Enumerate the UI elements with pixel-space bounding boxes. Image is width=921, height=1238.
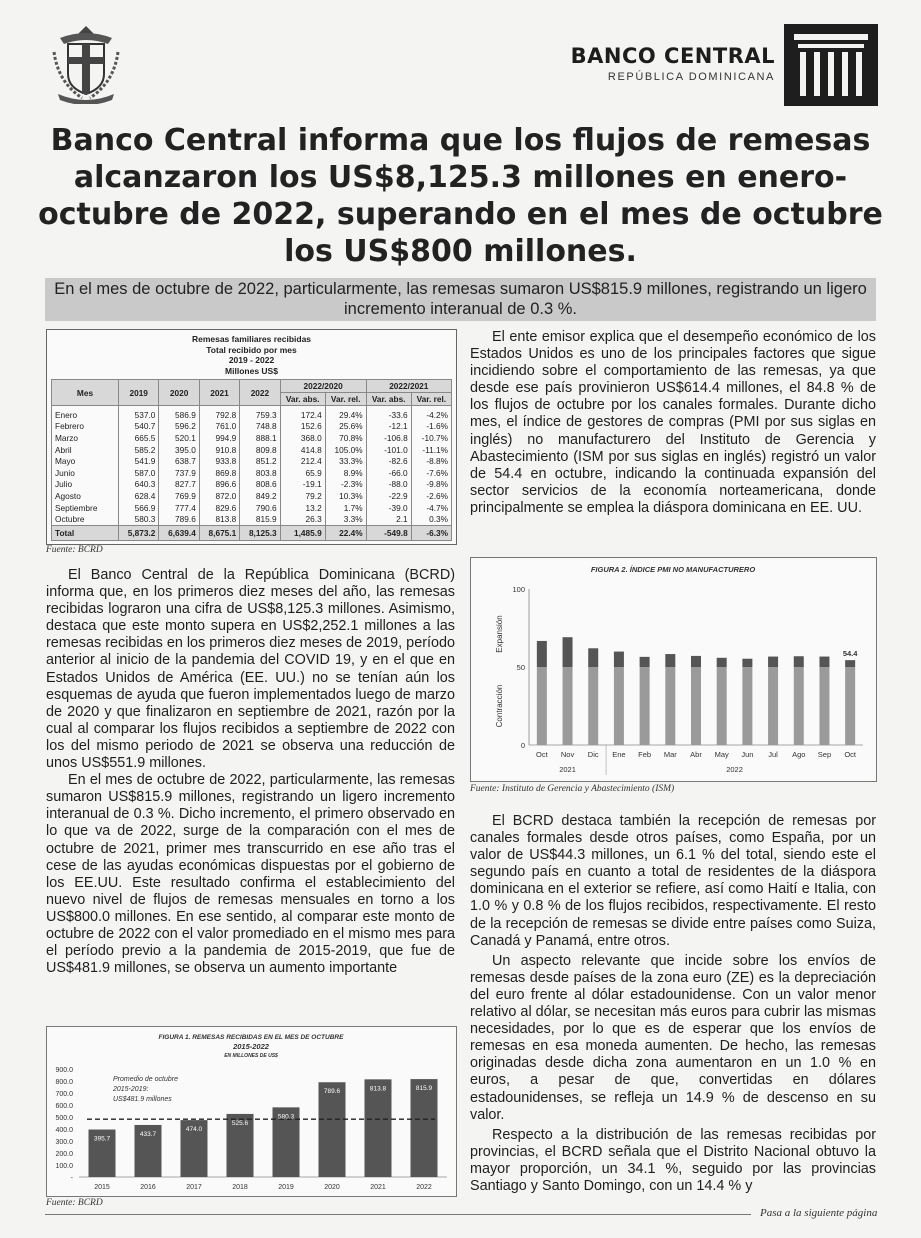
col-header-year: 2022 (240, 380, 280, 406)
remittance-table (51, 379, 452, 541)
bar-above-threshold (717, 658, 727, 667)
table-cell: -12.1 (366, 421, 411, 433)
x-tick-label: 2017 (186, 1184, 202, 1191)
table-cell: 777.4 (159, 502, 199, 514)
table-cell: 829.6 (199, 502, 239, 514)
x-tick-label: Jun (741, 750, 754, 759)
table-cell: 368.0 (280, 432, 325, 444)
table-title (47, 330, 456, 376)
x-tick-label: Abr (690, 750, 702, 759)
table-row (52, 444, 452, 456)
table-cell: 152.6 (280, 421, 325, 433)
average-label: 2015-2019: (113, 1086, 149, 1093)
table-cell: 769.9 (159, 490, 199, 502)
table-cell: 586.9 (159, 406, 199, 421)
y-tick-label: 900.0 (55, 1067, 73, 1074)
group-label: 2022 (726, 765, 743, 774)
bar-above-threshold (588, 648, 598, 667)
x-tick-label: Feb (638, 750, 652, 759)
table-cell: 105.0% (325, 444, 366, 456)
table-cell: 827.7 (159, 479, 199, 491)
table-title-line: Total recibido por mes (206, 344, 297, 355)
y-tick-label: 800.0 (55, 1079, 73, 1086)
table-cell: 585.2 (119, 444, 159, 456)
table-cell: 813.8 (199, 513, 239, 525)
paragraph: El Banco Central de la República Dominicana (BCRD) informa que, en los primeros diez meses del año, las remesas recibidas lograron una cifra de US$8,125.3 millones. Asimismo, destaca que este monto supera en US$2,252.1 millones a las remesas recibidas en los primeros diez meses de 2019, período anterior al inicio de la pandemia del COVID 19, y en el que en Estados Unidos de América (EE. UU.) no se tenían aún los esquemas de ayuda que fueron implementados luego de marzo de 2020 y que finalizaron en septiembre de 2021, razón por la cual al comparar los flujos recibidos a septiembre de 2022 con los del mismo periodo de 2021 se observa una reducción de unos US$551.9 millones. (46, 567, 455, 772)
bar-above-threshold (845, 660, 855, 667)
brand-name (560, 44, 775, 83)
x-tick-label: 2021 (370, 1184, 386, 1191)
table-cell: 896.6 (199, 479, 239, 491)
headline: Banco Central informa que los flujos de remesas alcanzaron los US$8,125.3 millones en enero-octubre de 2022, superando en el mes de octubre los US$800 millones. (38, 123, 883, 269)
table-cell: 638.7 (159, 455, 199, 467)
total-label: Total (52, 525, 119, 540)
y-tick-label: 50 (516, 663, 525, 672)
bar-above-threshold (640, 657, 650, 667)
table-row (52, 467, 452, 479)
y-tick-label: 500.0 (55, 1115, 73, 1122)
bar-below-threshold (588, 667, 598, 745)
paragraph: El ente emisor explica que el desempeño económico de los Estados Unidos es uno de los principales factores que sigue incidiendo sobre el comportamiento de las remesas, ya que desde ese país provinieron US$614.4 millones, el 84.8 % de los flujos de octubre por los canales formales. Durante dicho mes, el índice de gestores de compras (PMI por sus siglas en inglés) no manufacturero del Instituto de Gerencia y Abastecimiento (ISM por sus siglas en inglés) registró un valor de 54.4 en octubre, indicando la continuada expansión del sector servicios de la economía norteamericana, donde principalmente se emplea la diáspora dominicana en EE. UU. (470, 329, 876, 516)
bar (411, 1079, 438, 1177)
zone-label-contraction: Contracción (495, 684, 504, 728)
table-cell-month: Julio (52, 479, 119, 491)
table-cell: -33.6 (366, 406, 411, 421)
bar (319, 1082, 346, 1177)
total-cell: 6,639.4 (159, 525, 199, 540)
bar-below-threshold (640, 667, 650, 745)
y-tick-label: 100.0 (55, 1163, 73, 1170)
data-label: 815.9 (415, 1085, 433, 1093)
table-cell: 759.3 (240, 406, 280, 421)
table-cell: 851.2 (240, 455, 280, 467)
col-subheader: Var. rel. (325, 393, 366, 406)
bar-above-threshold (665, 654, 675, 667)
bar-below-threshold (768, 667, 778, 745)
table-cell: 748.8 (240, 421, 280, 433)
table-cell-month: Agosto (52, 490, 119, 502)
table-cell: 665.5 (119, 432, 159, 444)
right-column-text-top (470, 329, 876, 517)
bar-below-threshold (537, 667, 547, 745)
table-cell: 13.2 (280, 502, 325, 514)
table-cell: 566.9 (119, 502, 159, 514)
figure-1-chart (47, 1027, 456, 1196)
figure-2-source: Fuente: Instituto de Gerencia y Abastecimiento (ISM) (470, 784, 675, 794)
table-cell: 933.8 (199, 455, 239, 467)
average-label: US$481.9 millones (113, 1096, 172, 1103)
bar-above-threshold (768, 657, 778, 667)
table-cell: 789.6 (159, 513, 199, 525)
table-cell: 849.2 (240, 490, 280, 502)
table-cell-month: Mayo (52, 455, 119, 467)
x-tick-label: Jul (768, 750, 778, 759)
coat-of-arms-logo (46, 22, 126, 104)
table-cell: -10.7% (411, 432, 451, 444)
table-cell: 792.8 (199, 406, 239, 421)
table-cell: 8.9% (325, 467, 366, 479)
table-row (52, 490, 452, 502)
table-cell-month: Octubre (52, 513, 119, 525)
table-cell: 520.1 (159, 432, 199, 444)
table-cell: 869.8 (199, 467, 239, 479)
x-tick-label: May (714, 750, 729, 759)
total-cell: -6.3% (411, 525, 451, 540)
bar-above-threshold (537, 641, 547, 667)
table-cell: -82.6 (366, 455, 411, 467)
col-header-year: 2020 (159, 380, 199, 406)
table-cell: 994.9 (199, 432, 239, 444)
group-label: 2021 (559, 765, 576, 774)
x-tick-label: 2018 (232, 1184, 248, 1191)
subheadline: En el mes de octubre de 2022, particularmente, las remesas sumaron US$815.9 millones, registrando un ligero incremento interanual de 0.3 %. (45, 278, 876, 321)
table-cell: 872.0 (199, 490, 239, 502)
table-row (52, 479, 452, 491)
total-cell: -549.8 (366, 525, 411, 540)
table-cell: -22.9 (366, 490, 411, 502)
left-column-text (46, 567, 455, 977)
bar-below-threshold (665, 667, 675, 745)
table-cell: -2.3% (325, 479, 366, 491)
table-cell-month: Junio (52, 467, 119, 479)
col-subheader: Var. rel. (411, 393, 451, 406)
col-header-year: 2021 (199, 380, 239, 406)
col-subheader: Var. abs. (280, 393, 325, 406)
x-tick-label: Oct (844, 750, 856, 759)
table-cell: -4.2% (411, 406, 451, 421)
x-tick-label: Dic (587, 750, 599, 759)
table-cell: -66.0 (366, 467, 411, 479)
paragraph: Respecto a la distribución de las remesas recibidas por provincias, el BCRD señala que el Distrito Nacional obtuvo la mayor proporción, un 34.1 %, seguido por las provincias Santiago y Santo Domingo, con un 14.4 % y (470, 1126, 876, 1194)
bar-below-threshold (614, 667, 624, 745)
data-label: 433.7 (139, 1130, 157, 1138)
col-subheader: Var. abs. (366, 393, 411, 406)
table-cell: -1.6% (411, 421, 451, 433)
table-cell: -19.1 (280, 479, 325, 491)
table-cell: -2.6% (411, 490, 451, 502)
table-row (52, 513, 452, 525)
table-cell: 29.4% (325, 406, 366, 421)
table-cell: 70.8% (325, 432, 366, 444)
x-tick-label: 2020 (324, 1184, 340, 1191)
x-tick-label: Nov (560, 750, 575, 759)
table-cell-month: Abril (52, 444, 119, 456)
table-cell: 541.9 (119, 455, 159, 467)
bar-below-threshold (845, 667, 855, 745)
table-cell: 26.3 (280, 513, 325, 525)
total-cell: 8,675.1 (199, 525, 239, 540)
x-tick-label: Ene (612, 750, 626, 759)
zone-label-expansion: Expansión (495, 615, 504, 653)
table-cell: 172.4 (280, 406, 325, 421)
table-cell: 537.0 (119, 406, 159, 421)
table-cell: 33.3% (325, 455, 366, 467)
table-cell: 580.3 (119, 513, 159, 525)
total-cell: 1,485.9 (280, 525, 325, 540)
data-label: 525.6 (231, 1119, 249, 1127)
bar-above-threshold (794, 656, 804, 667)
table-cell: 888.1 (240, 432, 280, 444)
table-cell: 737.9 (159, 467, 199, 479)
total-cell: 22.4% (325, 525, 366, 540)
chart-subtitle: 2015-2022 (233, 1042, 269, 1051)
table-row (52, 406, 452, 421)
table-cell: -7.6% (411, 467, 451, 479)
y-tick-label: 400.0 (55, 1127, 73, 1134)
data-label: 789.6 (323, 1088, 341, 1096)
bar-below-threshold (717, 667, 727, 745)
table-cell: 395.0 (159, 444, 199, 456)
chart-title: FIGURA 2. ÍNDICE PMI NO MANUFACTURERO (590, 565, 756, 574)
bar-below-threshold (691, 667, 701, 745)
table-cell: -88.0 (366, 479, 411, 491)
table-cell: 803.8 (240, 467, 280, 479)
table-cell-month: Febrero (52, 421, 119, 433)
bank-building-logo (784, 24, 878, 106)
figure-1-source: Fuente: BCRD (46, 1198, 103, 1208)
col-group-header: 2022/2020 (280, 380, 366, 393)
data-label: 813.8 (369, 1085, 387, 1093)
continue-next-page: Pasa a la siguiente página (760, 1207, 878, 1219)
table-cell: 808.6 (240, 479, 280, 491)
x-tick-label: 2016 (140, 1184, 156, 1191)
y-tick-label: 600.0 (55, 1103, 73, 1110)
table-source: Fuente: BCRD (46, 545, 103, 555)
footer-rule (45, 1214, 751, 1215)
table-title-line: Millones US$ (225, 365, 278, 376)
table-cell: 10.3% (325, 490, 366, 502)
x-tick-label: Ago (792, 750, 806, 759)
bar-above-threshold (563, 637, 573, 667)
table-cell: 3.3% (325, 513, 366, 525)
data-label: 54.4 (842, 649, 858, 659)
brand-line-1: BANCO CENTRAL (570, 44, 775, 68)
bar-below-threshold (819, 667, 829, 745)
data-label: 474.0 (185, 1126, 203, 1134)
table-cell: 540.7 (119, 421, 159, 433)
bar (365, 1079, 392, 1177)
table-cell: 809.8 (240, 444, 280, 456)
col-header-year: 2019 (119, 380, 159, 406)
table-cell: 628.4 (119, 490, 159, 502)
table-cell: 25.6% (325, 421, 366, 433)
right-column-text-bottom (470, 813, 876, 1195)
table-cell: 414.8 (280, 444, 325, 456)
bar-below-threshold (742, 667, 752, 745)
paragraph: Un aspecto relevante que incide sobre los envíos de remesas desde países de la zona euro (ZE) es la depreciación del euro frente al dólar estadounidense. Con un valor menor relativo al dólar, se necesitan más euros para cubrir las mismas necesidades, por lo que es de esperar que los envíos de remesas en esa moneda aumenten. De hecho, las remesas originadas desde dicha zona aumentaron en un 1.0 % en euros, a pesar de que, convertidas en dólares estadounidenses, se refleja un 14.9 % de descenso en su valor. (470, 952, 876, 1123)
x-tick-label: Mar (663, 750, 677, 759)
table-cell: -101.0 (366, 444, 411, 456)
x-tick-label: 2022 (416, 1184, 432, 1191)
table-cell: 1.7% (325, 502, 366, 514)
data-label: 395.7 (93, 1135, 111, 1143)
table-cell: 910.8 (199, 444, 239, 456)
bar-above-threshold (819, 657, 829, 667)
y-tick-label: 700.0 (55, 1091, 73, 1098)
total-cell: 5,873.2 (119, 525, 159, 540)
table-cell: 212.4 (280, 455, 325, 467)
bar-below-threshold (563, 667, 573, 745)
y-tick-label: 300.0 (55, 1139, 73, 1146)
bar-above-threshold (614, 652, 624, 667)
total-cell: 8,125.3 (240, 525, 280, 540)
table-cell: -39.0 (366, 502, 411, 514)
average-label: Promedio de octubre (113, 1076, 178, 1083)
figure-1-box (46, 1026, 457, 1197)
table-title-line: Remesas familiares recibidas (191, 334, 312, 344)
table-cell: 596.2 (159, 421, 199, 433)
table-cell: -8.8% (411, 455, 451, 467)
paragraph: En el mes de octubre de 2022, particularmente, las remesas sumaron US$815.9 millones, registrando un ligero incremento interanual de 0.3 %. Dicho incremento, el primero observado en lo que va de 2022, surge de la comparación con el mes de octubre de 2021, primer mes transcurrido en ese año tras el cese de las ayudas económicas dispuestas por el gobierno de los EE.UU. Este resultado confirma el establecimiento del nuevo nivel de flujos de remesas mensuales en torno a los US$800.0 millones. En ese sentido, al comparar este monto de octubre de 2022 con el valor promediado en el mismo mes para el período previo a la pandemia de 2015-2019, que fue de US$481.9 millones, se observa un aumento importante (46, 772, 455, 977)
chart-title: FIGURA 1. REMESAS RECIBIDAS EN EL MES DE OCTUBRE (158, 1034, 344, 1041)
y-tick-label: - (70, 1175, 73, 1182)
table-cell: 0.3% (411, 513, 451, 525)
table-cell-month: Marzo (52, 432, 119, 444)
table-total-row (52, 525, 452, 540)
table-cell-month: Septiembre (52, 502, 119, 514)
table-cell-month: Enero (52, 406, 119, 421)
table-cell: -9.8% (411, 479, 451, 491)
table-cell: 65.9 (280, 467, 325, 479)
x-tick-label: Oct (536, 750, 548, 759)
table-row (52, 502, 452, 514)
col-group-header: 2022/2021 (366, 380, 451, 393)
bar-above-threshold (742, 659, 752, 667)
figure-2-chart (471, 558, 876, 781)
remittance-table-box (46, 329, 457, 545)
data-label: 580.3 (277, 1113, 295, 1121)
bar-above-threshold (691, 656, 701, 667)
brand-line-2: REPÚBLICA DOMINICANA (607, 71, 775, 83)
table-row (52, 432, 452, 444)
chart-unit: EN MILLONES DE US$ (224, 1053, 278, 1059)
table-cell: 761.0 (199, 421, 239, 433)
x-tick-label: Sep (817, 750, 832, 759)
table-row (52, 455, 452, 467)
bar-below-threshold (794, 667, 804, 745)
table-cell: 640.3 (119, 479, 159, 491)
table-row (52, 421, 452, 433)
paragraph: El BCRD destaca también la recepción de remesas por canales formales desde otros países, como España, por un valor de US$44.3 millones, un 6.1 % del total, siendo este el segundo país en cuanto a total de residentes de la diáspora dominicana en el exterior se refiere, así como Haití e Italia, con 1.0 % y 0.8 % de los flujos recibidos, respectivamente. El resto de la recepción de remesas se divide entre países como Suiza, Canadá y Panamá, entre otros. (470, 813, 876, 949)
table-cell: 587.0 (119, 467, 159, 479)
table-cell: 2.1 (366, 513, 411, 525)
table-cell: -4.7% (411, 502, 451, 514)
col-header-mes: Mes (52, 380, 119, 406)
table-cell: -11.1% (411, 444, 451, 456)
y-tick-label: 100 (512, 585, 525, 594)
y-tick-label: 200.0 (55, 1151, 73, 1158)
table-cell: -106.8 (366, 432, 411, 444)
y-tick-label: 0 (520, 741, 525, 750)
x-tick-label: 2019 (278, 1184, 294, 1191)
table-cell: 79.2 (280, 490, 325, 502)
x-tick-label: 2015 (94, 1184, 110, 1191)
table-cell: 815.9 (240, 513, 280, 525)
table-title-line: 2019 - 2022 (228, 355, 275, 365)
table-cell: 790.6 (240, 502, 280, 514)
figure-2-box (470, 557, 877, 782)
table-body (52, 406, 452, 541)
